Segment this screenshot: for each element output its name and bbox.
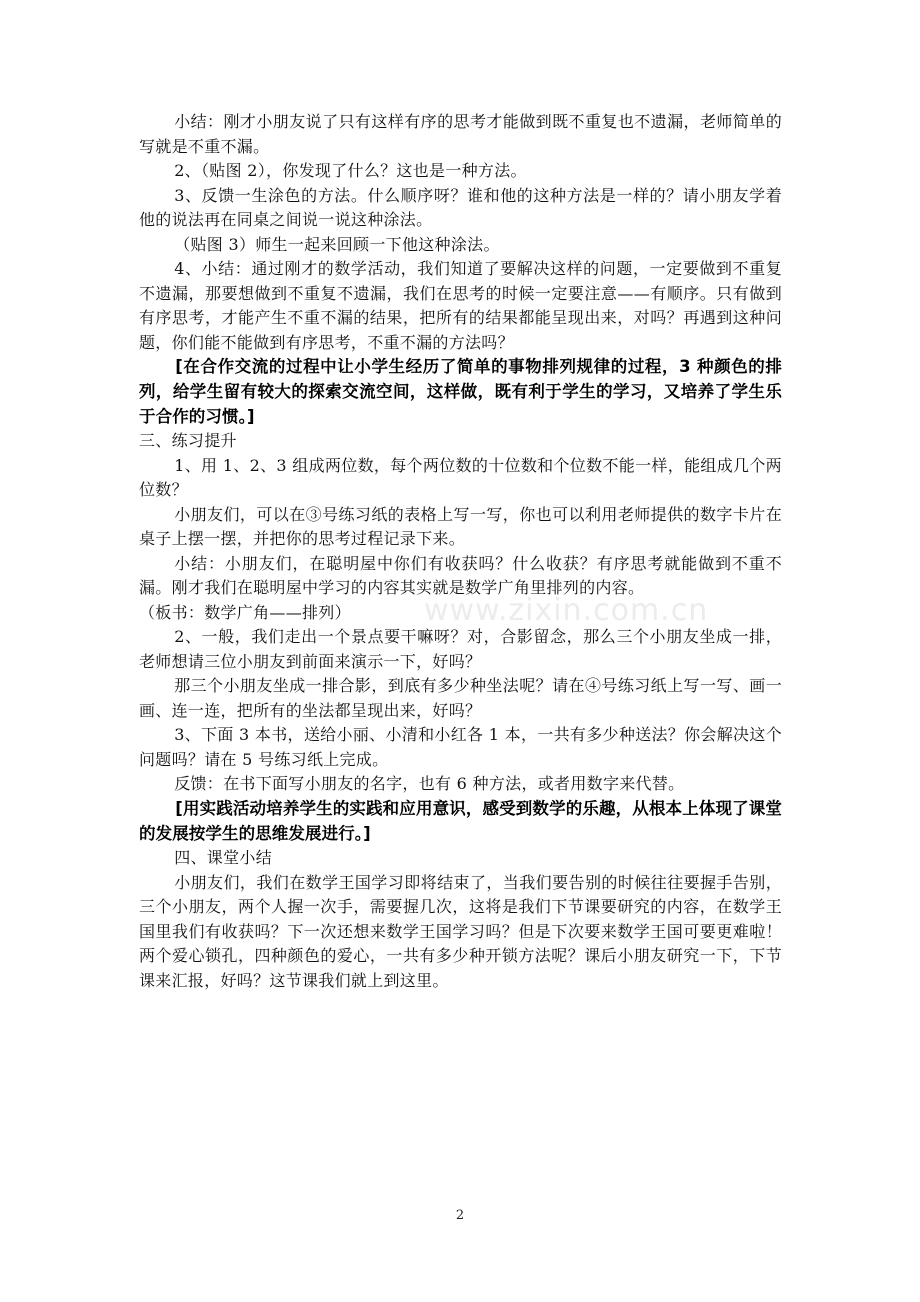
paragraph: 小朋友们，我们在数学王国学习即将结束了，当我们要告别的时候往往要握手告别，三个小朋友，两个人握一次手，需要握几次，这将是我们下节课要研究的内容，在数学王国里我们有收获吗？下一次还想来数学王国学习吗？但是下次要来数学王国可要更难啦！两个爱心锁孔，四种颜色的爱心，一共有多少种开锁方法呢？课后小朋友研究一下，下节课来汇报，好吗？这节课我们就上到这里。 [139, 872, 782, 990]
paragraph: （贴图 3）师生一起来回顾一下他这种涂法。 [174, 234, 500, 254]
paragraph: 1、用 1、2、3 组成两位数，每个两位数的十位数和个位数不能一样，能组成几个两位数？ [139, 455, 782, 500]
commentary-paragraph: [用实践活动培养学生的实践和应用意识，感受到数学的乐趣，从根本上体现了课堂的发展按学生的思维发展进行。] [139, 798, 782, 843]
page-number: 2 [455, 1208, 465, 1223]
document-body [139, 110, 782, 993]
blackboard-note: （板书：数学广角——排列） [139, 602, 351, 622]
paragraph: 2、（贴图 2），你发现了什么？这也是一种方法。 [174, 161, 527, 180]
paragraph: 小结：刚才小朋友说了只有这样有序的思考才能做到既不重复也不遗漏，老师简单的写就是不重不漏。 [139, 112, 782, 156]
section-heading: 四、课堂小结 [174, 848, 272, 868]
paragraph: 反馈：在书下面写小朋友的名字，也有 6 种方法，或者用数字来代替。 [174, 774, 685, 794]
paragraph: 4、小结：通过刚才的数学活动，我们知道了要解决这样的问题，一定要做到不重复不遗漏，那要想做到不重复不遗漏，我们在思考的时候一定要注意——有顺序。只有做到有序思考，才能产生不重不漏的结果，把所有的结果都能呈现出来，对吗？再遇到这种问题，你们能不能做到有序思考，不重不漏的方法吗？ [139, 259, 782, 352]
section-heading: 三、练习提升 [139, 431, 237, 451]
commentary-paragraph: [在合作交流的过程中让小学生经历了简单的事物排列规律的过程，3 种颜色的排列，给学生留有较大的探索交流空间，这样做，既有利于学生的学习，又培养了学生乐于合作的习惯。] [139, 357, 782, 426]
paragraph: 那三个小朋友坐成一排合影，到底有多少种坐法呢？请在④号练习纸上写一写、画一画、连一连，把所有的坐法都呈现出来，好吗？ [139, 676, 782, 720]
watermark: www.zixin.com.cn [424, 593, 709, 628]
paragraph: 小朋友们，可以在③号练习纸的表格上写一写，你也可以利用老师提供的数字卡片在桌子上摆一摆，并把你的思考过程记录下来。 [139, 504, 782, 549]
paragraph: 2、一般，我们走出一个景点要干嘛呀？对，合影留念，那么三个小朋友坐成一排，老师想请三位小朋友到前面来演示一下，好吗？ [139, 627, 782, 671]
paragraph: 小结：小朋友们，在聪明屋中你们有收获吗？什么收获？有序思考就能做到不重不漏。刚才我们在聪明屋中学习的内容其实就是数学广角里排列的内容。 [139, 553, 782, 598]
paragraph: 3、反馈一生涂色的方法。什么顺序呀？谁和他的这种方法是一样的？请小朋友学着他的说法再在同桌之间说一说这种涂法。 [139, 185, 782, 229]
paragraph: 3、下面 3 本书，送给小丽、小清和小红各 1 本，一共有多少种送法？你会解决这个问题吗？请在 5 号练习纸上完成。 [139, 725, 782, 769]
